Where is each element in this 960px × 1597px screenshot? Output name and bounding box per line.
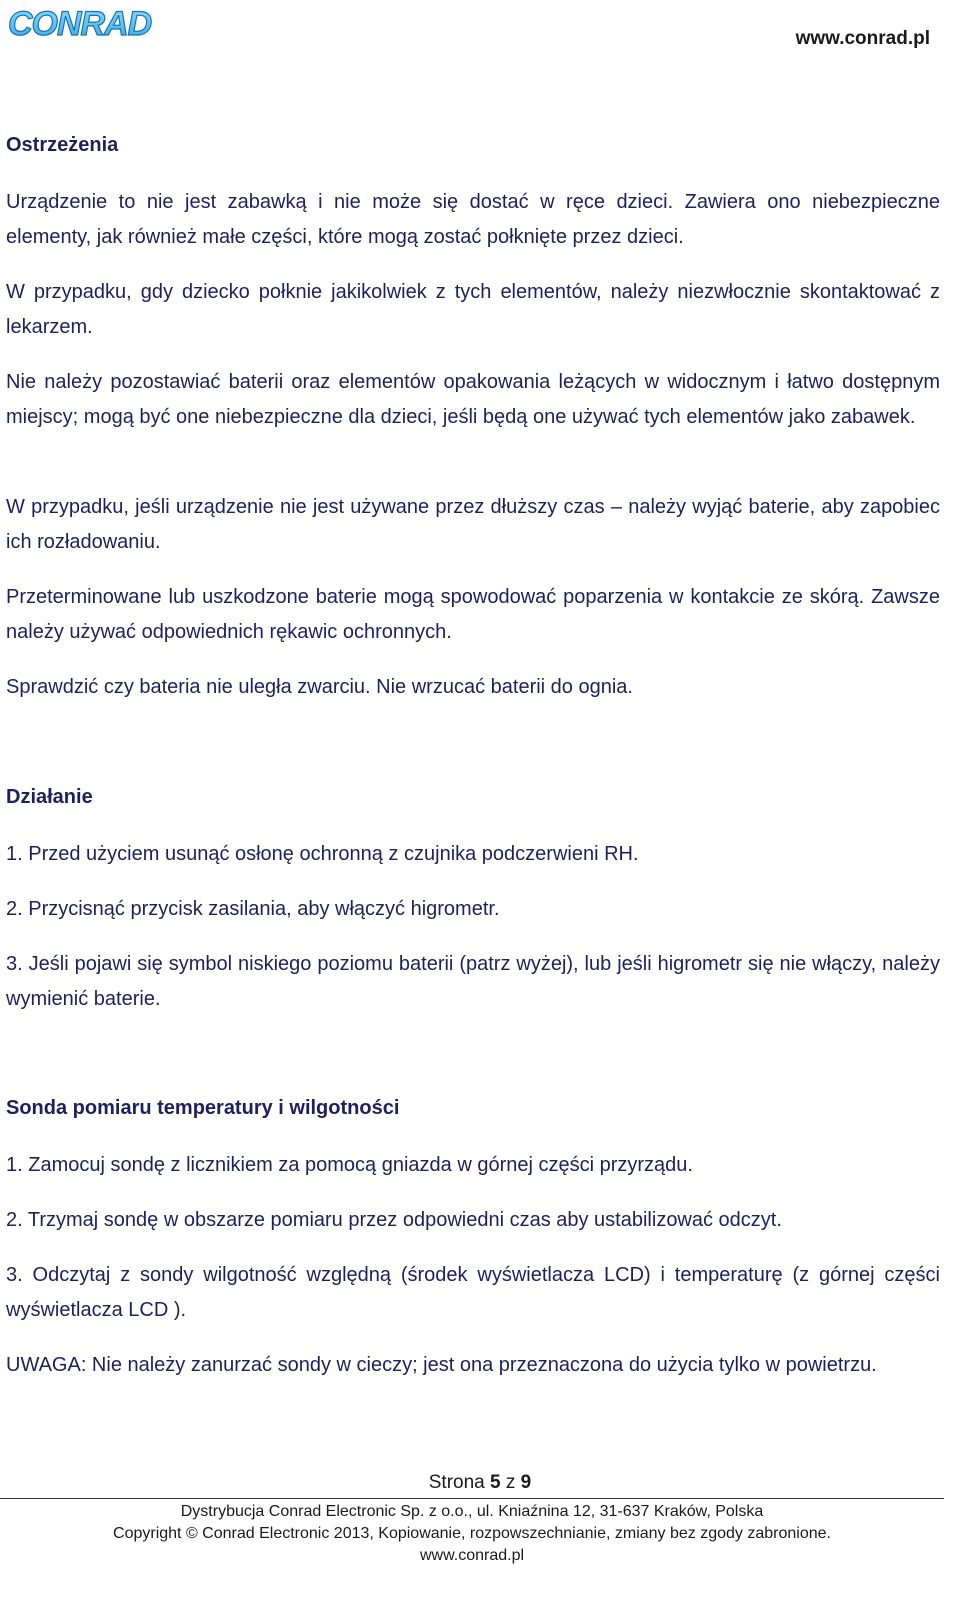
operation-step-1: 1. Przed użyciem usunąć osłonę ochronną z czujnika podczerwieni RH.	[6, 843, 639, 865]
probe-step-2: 2. Trzymaj sondę w obszarze pomiaru przez odpowiedni czas aby ustabilizować odczyt.	[6, 1209, 782, 1231]
operation-step-2: 2. Przycisnąć przycisk zasilania, aby włączyć higrometr.	[6, 898, 500, 920]
footer-copyright: Copyright © Conrad Electronic 2013, Kopiowanie, rozpowszechnianie, zmiany bez zgody zabronione.	[113, 1525, 831, 1542]
warning-paragraph-2: W przypadku, gdy dziecko połknie jakikolwiek z tych elementów, należy niezwłocznie skontaktować z lekarzem.	[6, 281, 940, 338]
probe-step-1: 1. Zamocuj sondę z licznikiem za pomocą gniazda w górnej części przyrządu.	[6, 1154, 693, 1176]
section-title-probe: Sonda pomiaru temperatury i wilgotności	[6, 1097, 400, 1119]
footer-url: www.conrad.pl	[419, 1547, 525, 1564]
footer-distribution: Dystrybucja Conrad Electronic Sp. z o.o., ul. Kniaźnina 12, 31-637 Kraków, Polska	[180, 1503, 764, 1520]
logo-text: CONRAD	[8, 5, 152, 43]
page-current: 5	[490, 1472, 501, 1493]
operation-step-3: 3. Jeśli pojawi się symbol niskiego poziomu baterii (patrz wyżej), lub jeśli higrometr się nie włączy, należy wymienić baterie.	[6, 953, 940, 1010]
warning-paragraph-6: Sprawdzić czy bateria nie uległa zwarciu. Nie wrzucać baterii do ognia.	[6, 676, 633, 698]
page-of: z	[505, 1472, 516, 1493]
page-number	[0, 1472, 960, 1494]
section-title-operation: Działanie	[6, 786, 93, 808]
warning-paragraph-3: Nie należy pozostawiać baterii oraz elementów opakowania leżących w widocznym i łatwo dostępnym miejscy; mogą być one niebezpieczne dla dzieci, jeśli będą one używać tych elementów jako zabawek.	[6, 371, 940, 428]
probe-step-3: 3. Odczytaj z sondy wilgotność względną (środek wyświetlacza LCD) i temperaturę (z górnej części wyświetlacza LCD ).	[6, 1264, 940, 1321]
warning-paragraph-5: Przeterminowane lub uszkodzone baterie mogą spowodować poparzenia w kontakcie ze skórą. Zawsze należy używać odpowiednich rękawic ochronnych.	[6, 586, 940, 643]
page-total: 9	[520, 1472, 532, 1493]
warning-paragraph-1: Urządzenie to nie jest zabawką i nie może się dostać w ręce dzieci. Zawiera ono niebezpieczne elementy, jak również małe części, które mogą zostać połknięte przez dzieci.	[6, 191, 940, 248]
probe-note: UWAGA: Nie należy zanurzać sondy w cieczy; jest ona przeznaczona do użycia tylko w powietrzu.	[6, 1354, 877, 1376]
conrad-logo	[6, 2, 162, 44]
header-site-url: www.conrad.pl	[795, 28, 930, 49]
footer-divider	[0, 1498, 944, 1499]
section-title-warnings: Ostrzeżenia	[6, 134, 119, 156]
page-label: Strona	[428, 1472, 485, 1493]
warning-paragraph-4: W przypadku, jeśli urządzenie nie jest używane przez dłuższy czas – należy wyjąć baterie, aby zapobiec ich rozładowaniu.	[6, 496, 940, 553]
